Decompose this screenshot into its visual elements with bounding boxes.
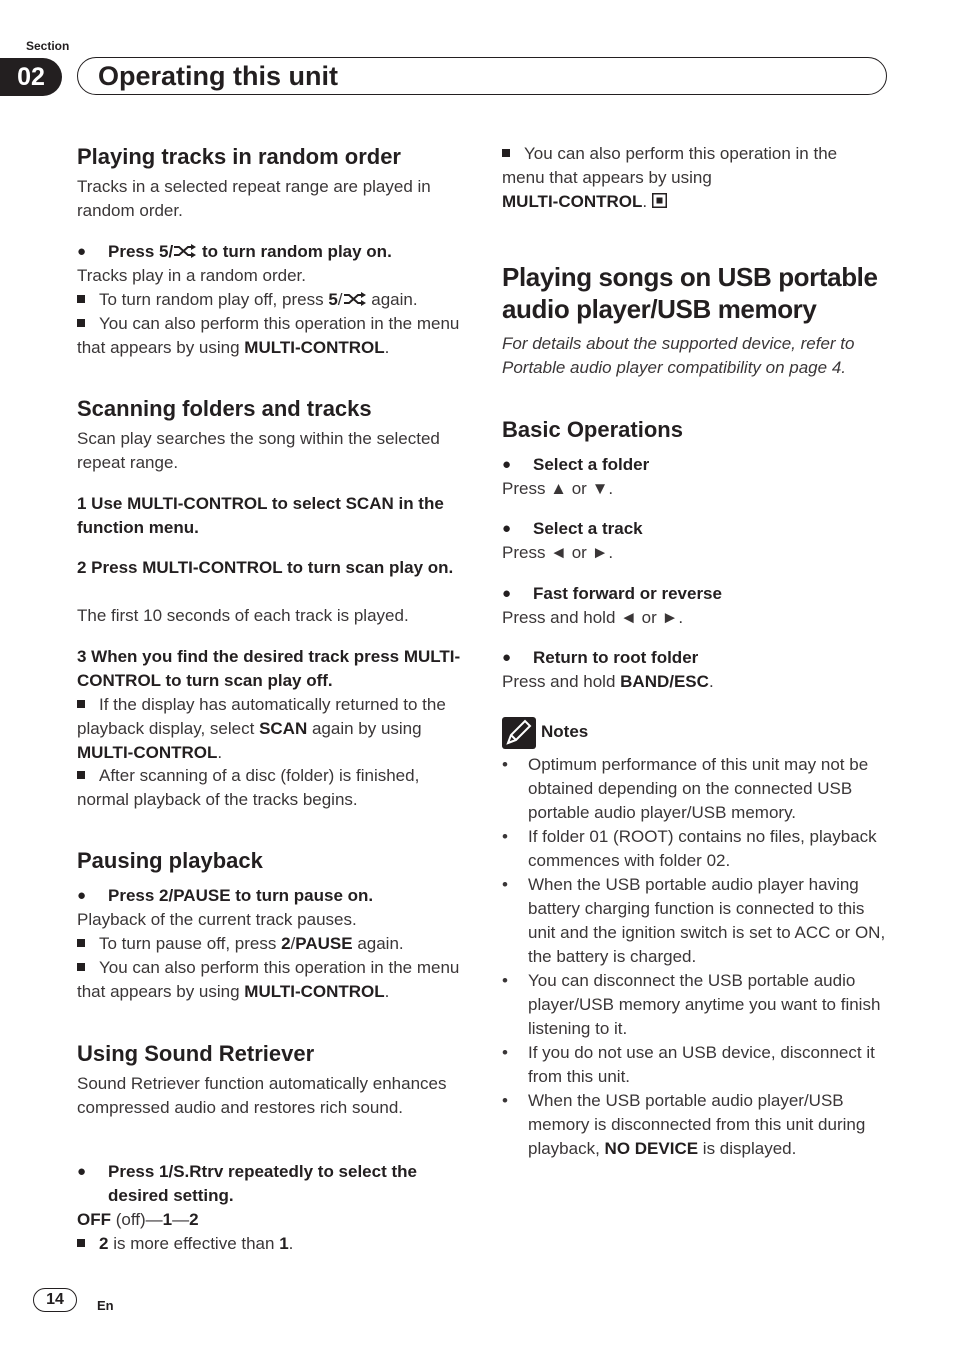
scan-note-1: If the display has automatically returned to the playback display, select SCAN again by using MULTI-CONTROL. [77, 695, 446, 762]
op-select-track: ● Select a track [502, 517, 890, 541]
op-select-folder: ● Select a folder [502, 453, 890, 477]
op-root-folder: ● Return to root folder [502, 646, 890, 670]
list-item: • You can disconnect the USB portable audio player/USB memory anytime you want to finish listening to it. [502, 969, 890, 1041]
random-result: Tracks play in a random order. [77, 266, 306, 285]
pause-note-1: To turn pause off, press 2/PAUSE again. [77, 932, 467, 956]
usb-heading: Playing songs on USB portable audio player/USB memory [502, 262, 878, 324]
pause-note-2: You can also perform this operation in the menu that appears by using MULTI-CONTROL. [77, 958, 460, 1001]
page-number: 14 [33, 1288, 77, 1312]
notes-list [502, 753, 890, 1161]
op-select-track-desc: Press ◄ or ►. [502, 543, 614, 562]
sound-step: ● Press 1/S.Rtrv repeatedly to select the desired setting. [77, 1160, 467, 1208]
op-fast-forward: ● Fast forward or reverse [502, 582, 890, 606]
pause-result: Playback of the current track pauses. [77, 910, 357, 929]
list-item: • Optimum performance of this unit may not be obtained depending on the connected USB portable audio player/USB memory. [502, 753, 890, 825]
random-intro: Tracks in a selected repeat range are played in random order. [77, 177, 431, 220]
random-heading: Playing tracks in random order [77, 144, 401, 169]
top-right-note: You can also perform this operation in the menu that appears by using MULTI-CONTROL. [502, 144, 838, 211]
usb-intro: For details about the supported device, refer to Portable audio player compatibility on page 4. [502, 334, 855, 377]
end-mark-icon [652, 193, 667, 208]
square-bullet-icon [502, 149, 510, 157]
scan-step-2: 2 Press MULTI-CONTROL to turn scan play on. [77, 558, 454, 577]
scan-step-1: 1 Use MULTI-CONTROL to select SCAN in the function menu. [77, 494, 444, 537]
op-select-folder-desc: Press ▲ or ▼. [502, 479, 614, 498]
scan-heading: Scanning folders and tracks [77, 396, 372, 421]
section-label: Section [26, 39, 70, 53]
op-root-folder-desc: Press and hold BAND/ESC. [502, 672, 714, 691]
list-item: • If folder 01 (ROOT) contains no files, playback commences with folder 02. [502, 825, 890, 873]
square-bullet-icon [77, 1239, 85, 1247]
random-note-1: To turn random play off, press 5/ again. [77, 288, 467, 312]
sound-settings: OFF (off)—1—2 [77, 1210, 199, 1229]
sound-intro: Sound Retriever function automatically enhances compressed audio and restores rich sound. [77, 1074, 447, 1117]
pause-heading: Pausing playback [77, 848, 263, 873]
list-item: • When the USB portable audio player/USB memory is disconnected from this unit during playback, NO DEVICE is displayed. [502, 1089, 890, 1161]
list-item: • If you do not use an USB device, disconnect it from this unit. [502, 1041, 890, 1089]
square-bullet-icon [77, 295, 85, 303]
page-title: Operating this unit [98, 61, 338, 91]
square-bullet-icon [77, 700, 85, 708]
sound-note: 2 is more effective than 1. [77, 1232, 293, 1256]
random-icon [343, 292, 367, 306]
random-note-2: You can also perform this operation in the menu that appears by using MULTI-CONTROL. [77, 314, 460, 357]
scan-intro: Scan play searches the song within the selected repeat range. [77, 429, 440, 472]
scan-step-3: 3 When you find the desired track press MULTI-CONTROL to turn scan play off. [77, 647, 461, 690]
square-bullet-icon [77, 771, 85, 779]
square-bullet-icon [77, 319, 85, 327]
random-icon [173, 244, 197, 258]
random-step: ● Press 5/ to turn random play on. [77, 240, 467, 264]
language-label: En [97, 1298, 114, 1313]
basic-heading: Basic Operations [502, 417, 683, 442]
notes-pencil-icon [502, 717, 536, 749]
square-bullet-icon [77, 963, 85, 971]
list-item: • When the USB portable audio player having battery charging function is connected to this unit and the ignition switch is set to ACC or ON, the battery is charged. [502, 873, 890, 969]
square-bullet-icon [77, 939, 85, 947]
op-fast-forward-desc: Press and hold ◄ or ►. [502, 608, 684, 627]
sound-heading: Using Sound Retriever [77, 1041, 315, 1066]
scan-step-2-result: The first 10 seconds of each track is played. [77, 606, 409, 625]
scan-note-2: After scanning of a disc (folder) is finished, normal playback of the tracks begins. [77, 766, 420, 809]
pause-step: ● Press 2/PAUSE to turn pause on. [77, 884, 467, 908]
section-number-badge: 02 [0, 58, 62, 96]
notes-title: Notes [541, 722, 589, 741]
